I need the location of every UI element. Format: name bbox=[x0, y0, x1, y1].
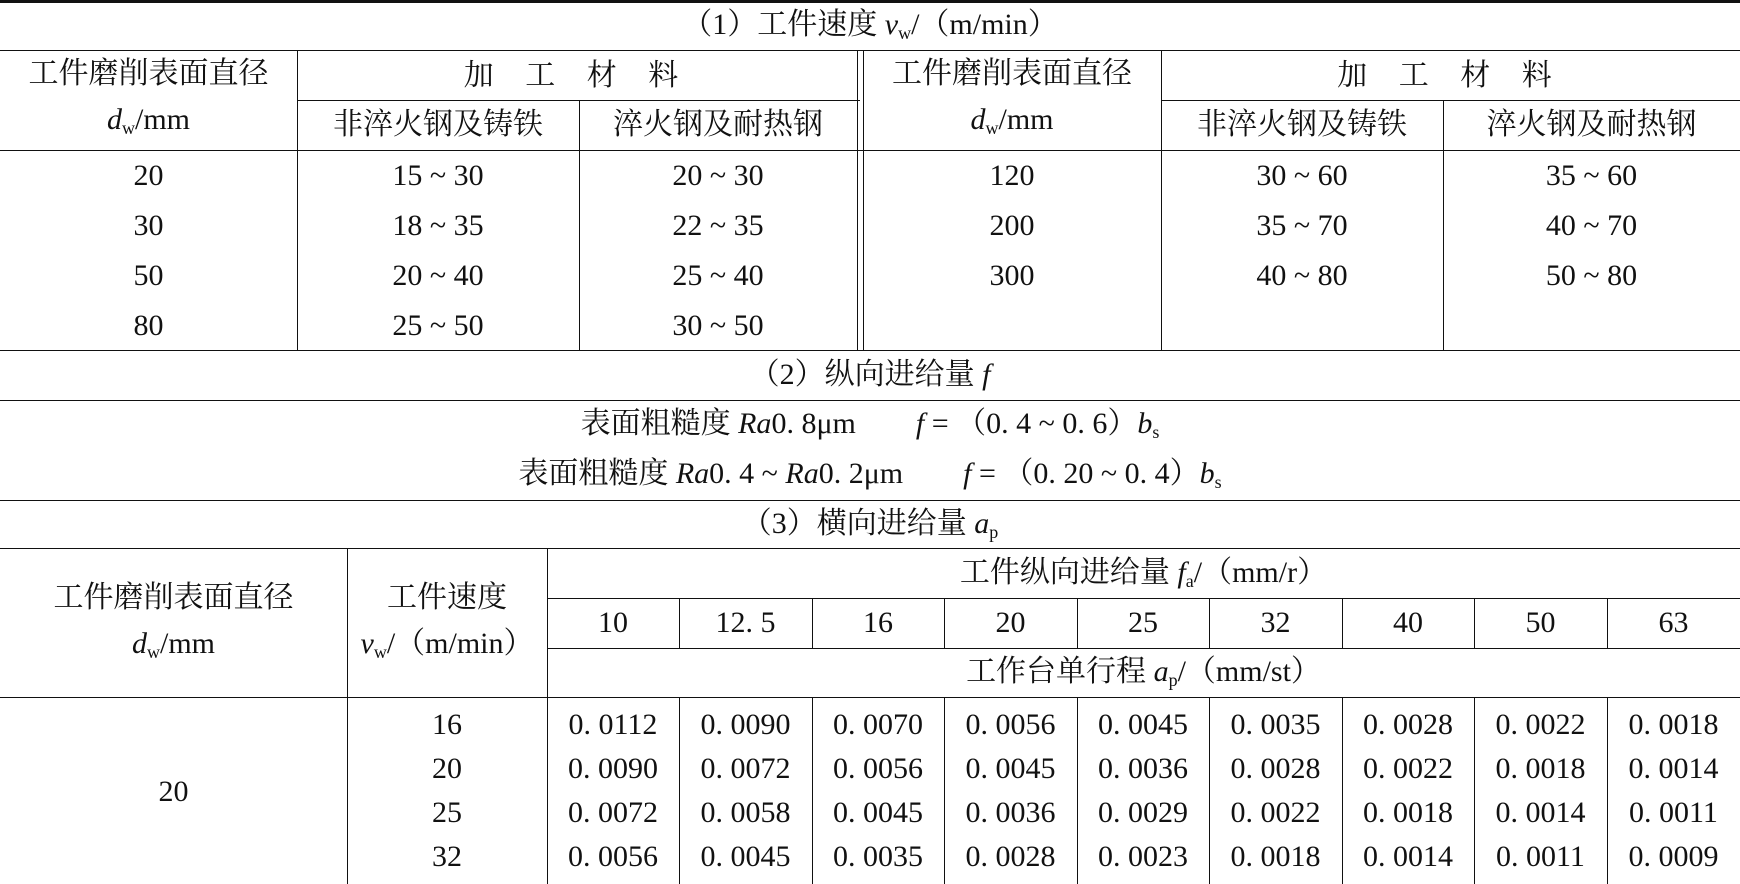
rule bbox=[547, 648, 1740, 649]
cell-diameter: 80 bbox=[133, 309, 164, 342]
cell-ap: 0. 0009 bbox=[1628, 840, 1719, 873]
cell-ap: 0. 0045 bbox=[700, 840, 791, 873]
cell-diameter: 50 bbox=[133, 259, 164, 292]
cell-diameter: 120 bbox=[989, 159, 1035, 192]
cell-speed-a: 40 ~ 80 bbox=[1256, 259, 1348, 292]
header-material: 加 工 材 料 bbox=[1337, 59, 1564, 92]
cell-ap: 0. 0036 bbox=[965, 796, 1056, 829]
cell-speed-a: 18 ~ 35 bbox=[392, 209, 484, 242]
cell-ap: 0. 0022 bbox=[1363, 752, 1453, 785]
cell-ap: 0. 0014 bbox=[1363, 840, 1453, 873]
cell-ap: 0. 0070 bbox=[833, 708, 923, 741]
cell-speed-b: 40 ~ 70 bbox=[1545, 209, 1638, 242]
cell-diameter: 200 bbox=[989, 209, 1035, 242]
cell-speed: 20 bbox=[432, 752, 462, 785]
cell-ap: 0. 0022 bbox=[1495, 708, 1586, 741]
section2-title: （2）纵向进给量 f bbox=[749, 358, 991, 391]
roughness-line-1: 表面粗糙度 Ra0. 8μm f = （0. 4 ~ 0. $6)b_s$ bbox=[580, 407, 1160, 442]
cell-ap: 0. 0056 bbox=[568, 840, 658, 873]
cell-speed-a: 20 ~ 40 bbox=[392, 259, 484, 292]
cell-ap: 0. 0018 bbox=[1230, 840, 1321, 873]
feed-value: 25 bbox=[1128, 606, 1158, 639]
cell-diameter: 300 bbox=[989, 259, 1035, 292]
feed-value: 16 bbox=[863, 606, 893, 639]
cell-ap: 0. 0011 bbox=[1496, 840, 1585, 873]
cell-ap: 0. 0014 bbox=[1495, 796, 1586, 829]
cell-speed-b: 35 ~ 60 bbox=[1545, 159, 1638, 192]
rule bbox=[0, 400, 1740, 401]
feed-value: 32 bbox=[1260, 606, 1291, 639]
cell-speed-b: 20 ~ 30 bbox=[672, 159, 764, 192]
cell-ap: 0. 0045 bbox=[833, 796, 923, 829]
cell-ap: 0. 0023 bbox=[1098, 840, 1188, 873]
section3-title: （3）横向进给量 $a_p$ bbox=[741, 507, 999, 542]
rule bbox=[1161, 100, 1740, 101]
cell-ap: 0. 0018 bbox=[1628, 708, 1719, 741]
header-col-b: 淬火钢及耐热钢 bbox=[1486, 108, 1697, 141]
cell-ap: 0. 0029 bbox=[1098, 796, 1188, 829]
feed-value: 20 bbox=[995, 606, 1026, 639]
rule bbox=[857, 50, 858, 350]
header-diameter-unit: $d_w/mm$ bbox=[970, 103, 1054, 138]
header-speed-unit: $v_w/(m/\min)$ bbox=[360, 627, 534, 662]
header-diameter-unit: $d_w/mm$ bbox=[131, 627, 215, 662]
cell-ap: 0. 0072 bbox=[700, 752, 791, 785]
roughness-line-2: 表面粗糙度 Ra0. 4 ~ Ra0. 2μm f = （0. 20 ~ 0. $4)b_s$ bbox=[518, 457, 1222, 492]
cell-speed: 25 bbox=[432, 796, 462, 829]
cell-ap: 0. 0072 bbox=[568, 796, 658, 829]
cell-diameter: 20 bbox=[158, 775, 189, 808]
cell-ap: 0. 0045 bbox=[965, 752, 1056, 785]
cell-ap: 0. 0018 bbox=[1495, 752, 1586, 785]
cell-ap: 0. 0056 bbox=[965, 708, 1056, 741]
cell-ap: 0. 0022 bbox=[1230, 796, 1321, 829]
cell-ap: 0. 0056 bbox=[833, 752, 923, 785]
cell-speed-b: 50 ~ 80 bbox=[1545, 259, 1638, 292]
header-feed: 工件纵向进给量 $f_a/(mm/r)$ bbox=[959, 556, 1328, 591]
cell-ap: 0. 0011 bbox=[1629, 796, 1718, 829]
feed-value: 40 bbox=[1393, 606, 1423, 639]
header-speed: 工件速度 bbox=[387, 581, 507, 614]
cell-speed-a: 30 ~ 60 bbox=[1256, 159, 1348, 192]
cell-speed-b: 30 ~ 50 bbox=[672, 309, 764, 342]
cell-ap: 0. 0014 bbox=[1628, 752, 1719, 785]
cell-ap: 0. 0090 bbox=[568, 752, 658, 785]
header-col-a: 非淬火钢及铸铁 bbox=[333, 108, 543, 141]
cell-ap: 0. 0090 bbox=[700, 708, 791, 741]
header-col-b: 淬火钢及耐热钢 bbox=[613, 108, 823, 141]
cell-speed-b: 22 ~ 35 bbox=[672, 209, 764, 242]
header-diameter-unit: $d_w/mm$ bbox=[106, 103, 190, 138]
feed-value: 10 bbox=[598, 606, 628, 639]
header-diameter: 工件磨削表面直径 bbox=[28, 57, 269, 90]
cell-ap: 0. 0028 bbox=[965, 840, 1056, 873]
feed-value: 12. 5 bbox=[715, 606, 776, 639]
cell-ap: 0. 0036 bbox=[1098, 752, 1188, 785]
feed-value: 63 bbox=[1658, 606, 1689, 639]
section1-title: （1）工件速度 $v_w/(m/\min)$ bbox=[682, 8, 1058, 43]
header-col-a: 非淬火钢及铸铁 bbox=[1197, 108, 1407, 141]
header-diameter: 工件磨削表面直径 bbox=[53, 581, 294, 614]
cell-ap: 0. 0035 bbox=[833, 840, 923, 873]
cell-speed-a: 25 ~ 50 bbox=[392, 309, 484, 342]
cell-diameter: 30 bbox=[133, 209, 164, 242]
cell-speed: 16 bbox=[432, 708, 462, 741]
header-stroke: 工作台单行程 $a_p/(mm/st)$ bbox=[966, 655, 1321, 690]
cell-speed: 32 bbox=[432, 840, 462, 873]
header-diameter: 工件磨削表面直径 bbox=[892, 57, 1132, 90]
cell-ap: 0. 0035 bbox=[1230, 708, 1321, 741]
feed-value: 50 bbox=[1525, 606, 1556, 639]
header-material: 加 工 材 料 bbox=[463, 59, 691, 92]
cell-ap: 0. 0028 bbox=[1230, 752, 1321, 785]
cell-speed-a: 15 ~ 30 bbox=[392, 159, 484, 192]
rule bbox=[0, 350, 1740, 351]
cell-ap: 0. 0018 bbox=[1363, 796, 1453, 829]
cell-diameter: 20 bbox=[133, 159, 164, 192]
cell-speed-a: 35 ~ 70 bbox=[1256, 209, 1348, 242]
cell-ap: 0. 0045 bbox=[1098, 708, 1188, 741]
cell-ap: 0. 0058 bbox=[700, 796, 791, 829]
cell-speed-b: 25 ~ 40 bbox=[672, 259, 764, 292]
cell-ap: 0. 0028 bbox=[1363, 708, 1453, 741]
rule bbox=[0, 150, 1740, 151]
cell-ap: 0. 0112 bbox=[568, 708, 658, 741]
